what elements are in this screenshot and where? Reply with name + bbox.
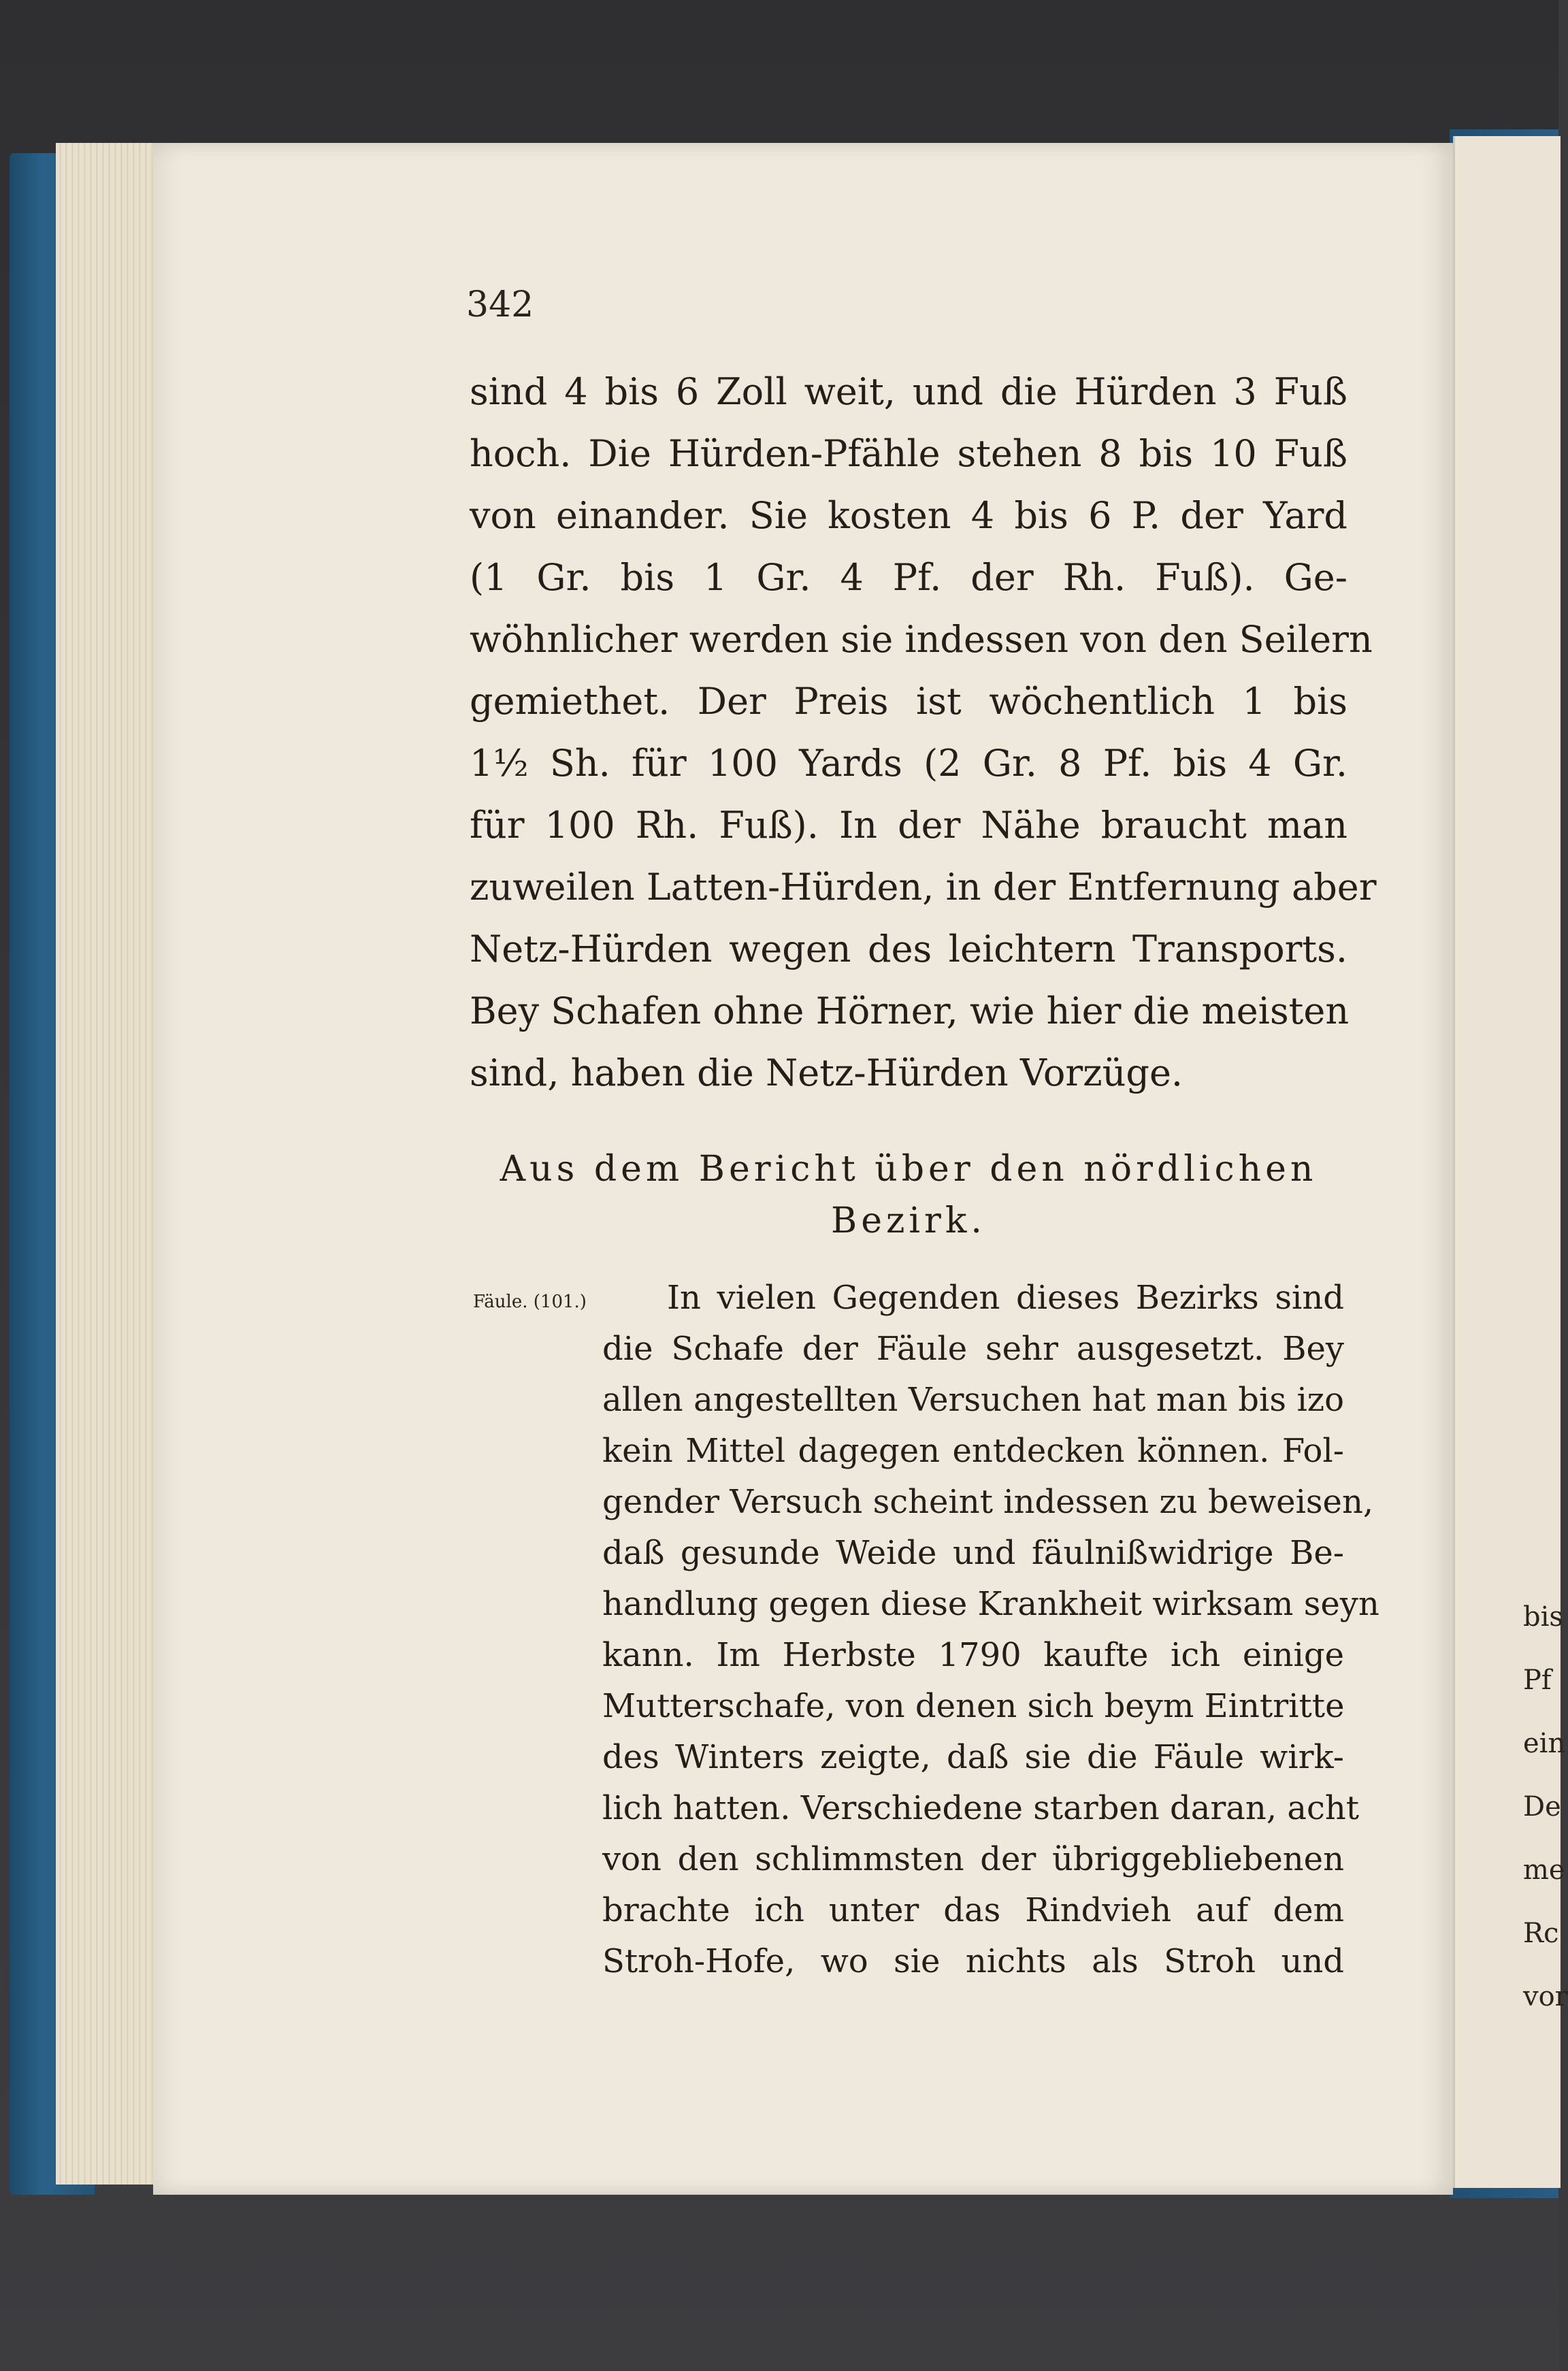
facing-fragment: De [1523,1791,1561,1822]
margin-note: Fäule. (101.) [473,1292,587,1312]
text-line: kein Mittel dagegen entdecken können. Fol- [602,1432,1344,1470]
facing-fragment: me [1523,1854,1565,1886]
paragraph-2 [602,1273,1379,1987]
text-line: sind, haben die Netz-Hürden Vorzüge. [470,1051,1183,1094]
text-line: kann. Im Herbste 1790 kaufte ich einige [602,1636,1344,1674]
text-line: hoch. Die Hürden-Pfähle stehen 8 bis 10 Fuß [470,432,1348,475]
section-heading-line: Aus dem Bericht über den nördlichen [500,1149,1318,1190]
text-line: daß gesunde Weide und fäulnißwidrige Be- [602,1534,1344,1572]
text-line: für 100 Rh. Fuß). In der Nähe braucht man [470,804,1348,847]
text-line: 1½ Sh. für 100 Yards (2 Gr. 8 Pf. bis 4 Gr. [470,742,1348,785]
text-line: Mutterschafe, von denen sich beym Eintritte [602,1687,1345,1725]
text-line: sind 4 bis 6 Zoll weit, und die Hürden 3 Fuß [470,370,1348,413]
section-heading-line: Bezirk. [831,1200,986,1241]
text-line: von einander. Sie kosten 4 bis 6 P. der Yard [470,494,1348,537]
text-line: wöhnlicher werden sie indessen von den Seilern [470,618,1373,661]
facing-fragment: Pf [1523,1665,1552,1696]
facing-fragment: bis [1523,1601,1563,1633]
text-line: In vielen Gegenden dieses Bezirks sind [667,1279,1344,1317]
text-line: Bey Schafen ohne Hörner, wie hier die meisten [470,990,1350,1032]
text-line: Netz-Hürden wegen des leichtern Transports. [470,928,1348,970]
facing-page-fragments [1523,1586,1568,2029]
text-line: des Winters zeigte, daß sie die Fäule wirk- [602,1738,1344,1776]
text-line: von den schlimmsten der übriggebliebenen [602,1840,1344,1878]
text-line: die Schafe der Fäule sehr ausgesetzt. Bey [602,1330,1344,1368]
text-line: Stroh-Hofe, wo sie nichts als Stroh und [602,1942,1344,1980]
paragraph-1 [470,361,1377,1104]
page-number: 342 [466,284,534,325]
text-line: gender Versuch scheint indessen zu beweisen, [602,1483,1374,1521]
text-line: zuweilen Latten-Hürden, in der Entfernung aber [470,866,1377,909]
text-line: handlung gegen diese Krankheit wirksam seyn [602,1585,1379,1623]
text-line: brachte ich unter das Rindvieh auf dem [602,1891,1344,1929]
facing-fragment: Rc [1523,1918,1559,1949]
text-line: lich hatten. Verschiedene starben daran, acht [602,1789,1360,1827]
facing-fragment: ein [1523,1728,1566,1759]
page-edges [56,143,166,2185]
text-line: gemiethet. Der Preis ist wöchentlich 1 bis [470,680,1348,723]
facing-fragment: vor [1523,1981,1568,2012]
section-heading [470,1143,1348,1247]
text-line: (1 Gr. bis 1 Gr. 4 Pf. der Rh. Fuß). Ge- [470,556,1348,599]
text-line: allen angestellten Versuchen hat man bis izo [602,1381,1344,1419]
